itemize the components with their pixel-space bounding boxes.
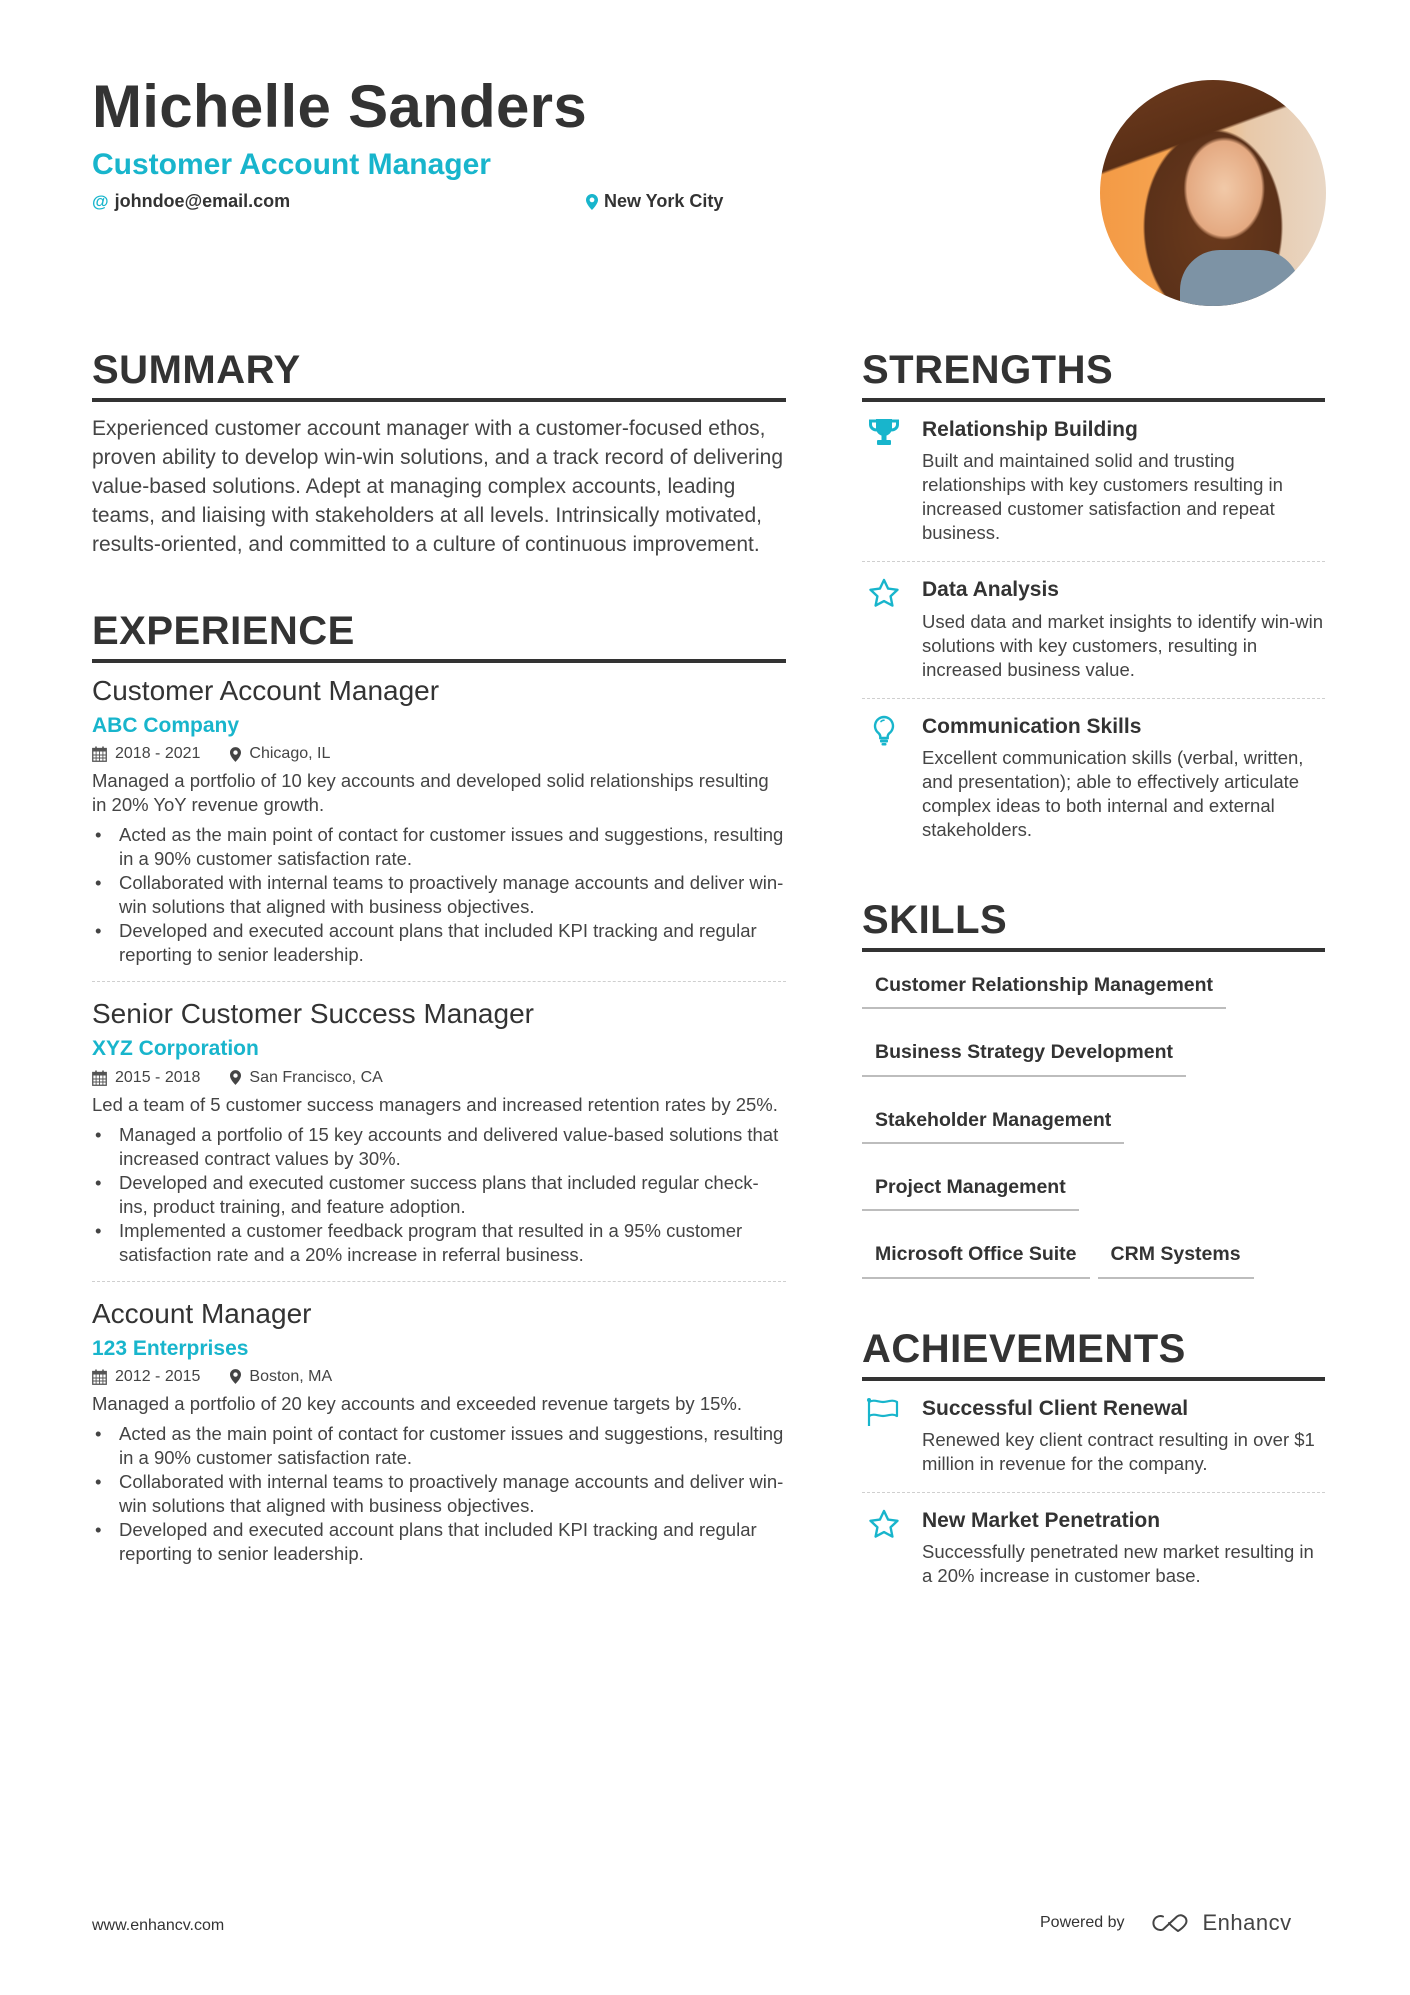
calendar-icon — [92, 1369, 107, 1385]
strength-title: Communication Skills — [922, 714, 1142, 738]
achievements-section — [862, 1327, 1325, 1605]
flag-icon — [866, 1397, 902, 1427]
calendar-icon — [92, 1070, 107, 1086]
job-title: Account Manager — [92, 1297, 312, 1329]
bullet-item: • Collaborated with internal teams to proactively manage accounts and deliver win-win solutions that aligned with business objectives. — [92, 1470, 786, 1518]
bullet-item: • Managed a portfolio of 15 key accounts and delivered value-based solutions that increased contract values by 30%. — [92, 1123, 786, 1171]
at-icon: @ — [92, 191, 109, 211]
job-description: Led a team of 5 customer success managers and increased retention rates by 25%. — [92, 1093, 778, 1115]
map-pin-icon — [230, 1369, 241, 1384]
enhancv-logo[interactable] — [1149, 1910, 1292, 1936]
summary-text: Experienced customer account manager with a customer-focused ethos, proven ability to develop win-win solutions, and a track record of delivering value-based solutions. Adept at managing complex accounts, leading teams, and liaising with stakeholders at all levels. Intrinsically motivated, results-oriented, and committed to a culture of continuous improvement. — [92, 417, 784, 556]
company-name: 123 Enterprises — [92, 1336, 249, 1360]
bullet-item: • Developed and executed account plans that included KPI tracking and regular reporting to senior leadership. — [92, 1518, 786, 1566]
achievement-item — [862, 1381, 1325, 1493]
summary-section — [92, 348, 786, 559]
strength-title: Data Analysis — [922, 578, 1059, 602]
bullet-item: • Developed and executed customer success plans that included regular check-ins, product training, and feature adoption. — [92, 1171, 786, 1219]
achievement-title: New Market Penetration — [922, 1509, 1161, 1533]
powered-by-label: Powered by — [1040, 1914, 1125, 1931]
job-title: Senior Customer Success Manager — [92, 998, 534, 1030]
job-location: Chicago, IL — [230, 745, 330, 763]
right-column — [862, 348, 1325, 1654]
job-meta — [92, 1069, 786, 1087]
map-pin-icon — [230, 747, 241, 762]
calendar-icon — [92, 746, 107, 762]
star-icon — [868, 1509, 900, 1539]
skills-list — [862, 966, 1325, 1279]
bullet-item: • Collaborated with internal teams to proactively manage accounts and deliver win-win solutions that aligned with business objectives. — [92, 871, 786, 919]
job-dates: 2018 - 2021 — [92, 745, 200, 763]
profile-photo — [1100, 80, 1326, 306]
bullet-item: • Implemented a customer feedback program that resulted in a 95% customer satisfaction rate and a 20% increase in referral business. — [92, 1219, 786, 1267]
footer-powered-by — [1040, 1910, 1292, 1936]
job-meta — [92, 745, 786, 763]
achievement-item — [862, 1493, 1325, 1604]
left-column — [92, 348, 786, 1630]
strength-description: Used data and market insights to identify win-win solutions with key customers, resulting in increased business value. — [922, 610, 1324, 680]
skills-section — [862, 898, 1325, 1279]
enhancv-logo-icon — [1149, 1911, 1193, 1935]
company-name: ABC Company — [92, 714, 240, 737]
job-description: Managed a portfolio of 20 key accounts and exceeded revenue targets by 15%. — [92, 1392, 742, 1414]
candidate-name: Michelle Sanders — [92, 73, 587, 140]
strength-description: Excellent communication skills (verbal, written, and presentation); able to effectively articulate complex ideas to both internal and external stakeholders. — [922, 746, 1304, 840]
lightbulb-icon — [873, 715, 895, 747]
job-description: Managed a portfolio of 10 key accounts and developed solid relationships resulting in 20% YoY revenue growth. — [92, 770, 769, 816]
strength-item — [862, 402, 1325, 562]
job-meta — [92, 1368, 786, 1386]
achievement-description: Successfully penetrated new market resulting in a 20% increase in customer base. — [922, 1541, 1314, 1587]
summary-heading: SUMMARY — [92, 348, 786, 402]
experience-section — [92, 609, 786, 1580]
contact-email[interactable] — [92, 191, 290, 212]
resume-header — [92, 72, 1052, 215]
experience-heading: EXPERIENCE — [92, 609, 786, 663]
location-text: New York City — [604, 191, 724, 211]
job-title: Customer Account Manager — [92, 675, 440, 706]
achievement-description: Renewed key client contract resulting in over $1 million in revenue for the company. — [922, 1429, 1315, 1475]
skill-tag: Microsoft Office Suite — [862, 1235, 1090, 1278]
job-bullets — [92, 823, 786, 967]
candidate-title: Customer Account Manager — [92, 148, 491, 181]
skill-tag: CRM Systems — [1098, 1235, 1254, 1278]
brand-name: Enhancv — [1202, 1910, 1292, 1935]
map-pin-icon — [586, 194, 598, 210]
job-dates: 2012 - 2015 — [92, 1368, 200, 1386]
bullet-item: • Acted as the main point of contact for customer issues and suggestions, resulting in a 90% customer satisfaction rate. — [92, 823, 786, 871]
trophy-icon — [869, 418, 899, 446]
job-entry — [92, 673, 786, 982]
company-name: XYZ Corporation — [92, 1037, 259, 1061]
strength-item — [862, 699, 1325, 858]
strengths-heading: STRENGTHS — [862, 348, 1325, 402]
achievements-heading: ACHIEVEMENTS — [862, 1327, 1325, 1381]
strength-item — [862, 562, 1325, 698]
contact-location — [586, 191, 723, 212]
strength-description: Built and maintained solid and trusting relationships with key customers resulting in increased customer satisfaction and repeat business. — [922, 450, 1283, 544]
job-bullets — [92, 1123, 786, 1267]
skills-heading: SKILLS — [862, 898, 1325, 952]
map-pin-icon — [230, 1070, 241, 1085]
job-dates: 2015 - 2018 — [92, 1069, 200, 1087]
skill-tag: Customer Relationship Management — [862, 966, 1226, 1009]
strength-title: Relationship Building — [922, 418, 1138, 441]
bullet-item: • Acted as the main point of contact for customer issues and suggestions, resulting in a 90% customer satisfaction rate. — [92, 1422, 786, 1470]
skill-tag: Project Management — [862, 1168, 1079, 1211]
job-bullets — [92, 1422, 786, 1566]
job-entry — [92, 1296, 786, 1580]
job-location: San Francisco, CA — [230, 1069, 382, 1087]
photo-jacket-shape — [1180, 250, 1300, 306]
job-entry — [92, 996, 786, 1281]
skill-tag: Stakeholder Management — [862, 1101, 1124, 1144]
strengths-section — [862, 348, 1325, 858]
achievement-title: Successful Client Renewal — [922, 1396, 1189, 1420]
bullet-item: • Developed and executed account plans that included KPI tracking and regular reporting to senior leadership. — [92, 919, 786, 967]
skill-tag: Business Strategy Development — [862, 1033, 1186, 1076]
footer-website-link[interactable]: www.enhancv.com — [92, 1917, 225, 1934]
star-icon — [868, 578, 900, 608]
job-location: Boston, MA — [230, 1368, 332, 1386]
email-text: johndoe@email.com — [114, 191, 291, 211]
contact-row — [92, 191, 1052, 215]
